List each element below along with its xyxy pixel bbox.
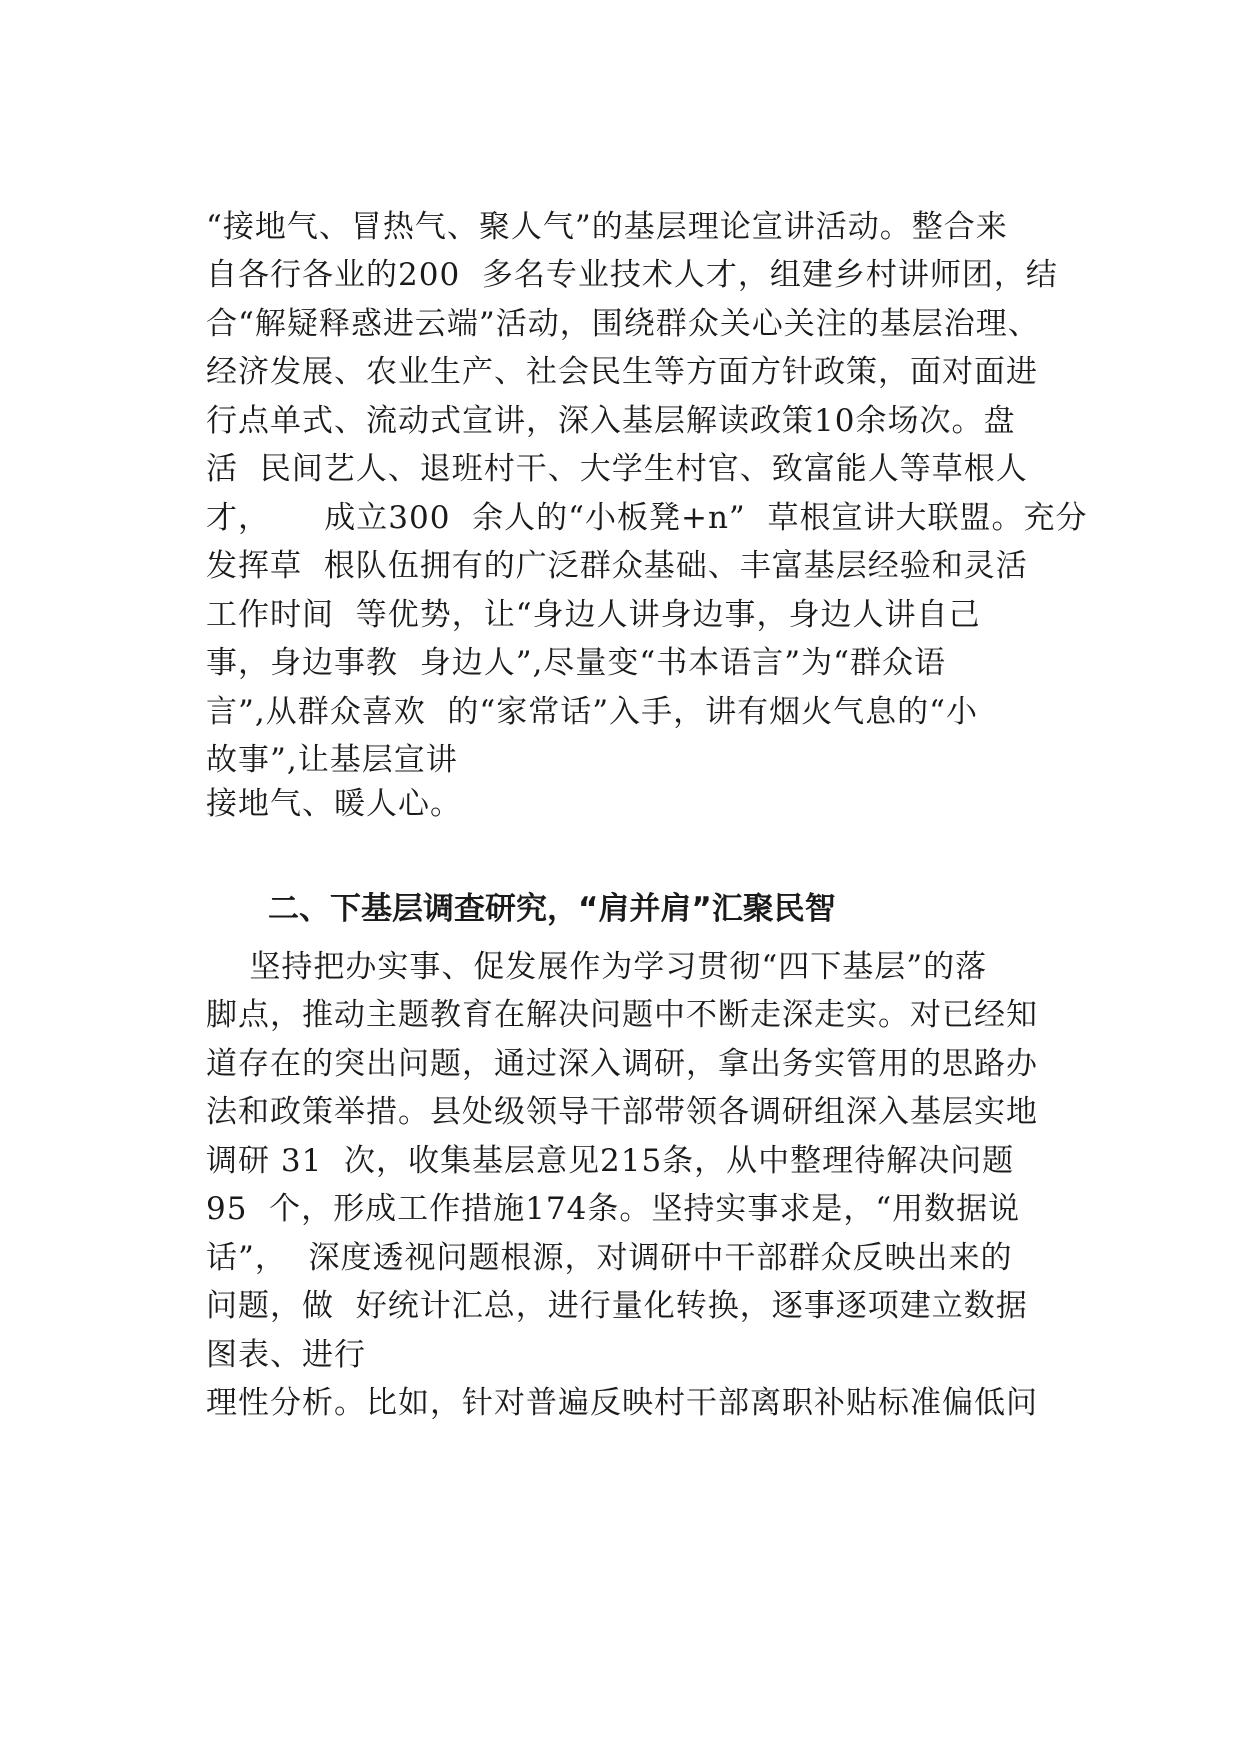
section-heading: 二、下基层调查研究，“肩并肩”汇聚民智 <box>268 891 836 927</box>
body-text-line: 发挥草 根队伍拥有的广泛群众基础、丰富基层经验和灵活 <box>206 548 1028 584</box>
body-text-line: 工作时间 等优势，让“身边人讲身边事，身边人讲自己 <box>206 597 981 633</box>
body-text-line: 经济发展、农业生产、社会民生等方面方针政策，面对面进 <box>206 354 1038 390</box>
body-text-line: 坚持把办实事、促发展作为学习贯彻“四下基层”的落 <box>206 949 988 985</box>
body-text-line: 法和政策举措。县处级领导干部带领各调研组深入基层实地 <box>206 1094 1038 1130</box>
body-text-line: 才， 成立300 余人的“小板凳+n” 草根宣讲大联盟。充分 <box>206 500 1088 536</box>
body-text-line: 图表、进行 <box>206 1337 366 1373</box>
body-text-line: 行点单式、流动式宣讲，深入基层解读政策10余场次。盘 <box>206 403 1016 439</box>
body-text-line: 自各行各业的200 多名专业技术人才，组建乡村讲师团，结 <box>206 257 1058 293</box>
body-text-line: 接地气、暖人心。 <box>206 786 462 822</box>
body-text-line: 道存在的突出问题，通过深入调研，拿出务实管用的思路办 <box>206 1046 1038 1082</box>
body-text-line: 问题，做 好统计汇总，进行量化转换，逐事逐项建立数据 <box>206 1288 1028 1324</box>
body-text-line: 理性分析。比如，针对普遍反映村干部离职补贴标准偏低问 <box>206 1385 1038 1421</box>
body-text-line: “接地气、冒热气、聚人气”的基层理论宣讲活动。整合来 <box>206 209 1008 245</box>
body-text-line: 活 民间艺人、退班村干、大学生村官、致富能人等草根人 <box>206 451 1028 487</box>
body-text-line: 95 个，形成工作措施174条。坚持实事求是，“用数据说 <box>206 1191 1021 1227</box>
body-text-line: 事，身边事教 身边人”,尽量变“书本语言”为“群众语 <box>206 645 946 681</box>
body-text-line: 话”， 深度透视问题根源，对调研中干部群众反映出来的 <box>206 1240 1013 1276</box>
body-text-line: 脚点，推动主题教育在解决问题中不断走深走实。对已经知 <box>206 997 1038 1033</box>
body-text-line: 故事”,让基层宣讲 <box>206 742 458 778</box>
body-text-line: 言”,从群众喜欢 的“家常话”入手，讲有烟火气息的“小 <box>206 694 978 730</box>
body-text-line: 调研 31 次，收集基层意见215条，从中整理待解决问题 <box>206 1143 1015 1179</box>
body-text-line: 合“解疑释惑进云端”活动，围绕群众关心关注的基层治理、 <box>206 306 1040 342</box>
